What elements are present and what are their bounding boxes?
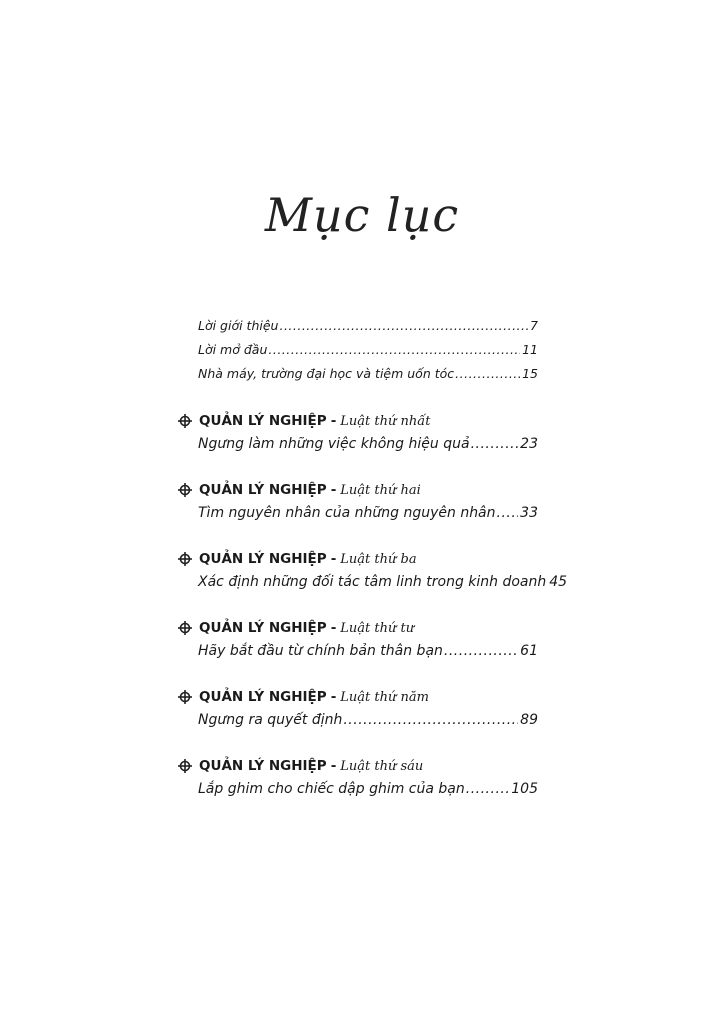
- crosshair-bullet-icon: [178, 483, 192, 497]
- section-heading: [178, 617, 414, 639]
- toc-entry-page: 33: [520, 505, 538, 521]
- toc-entry-label: Lời mở đầu: [198, 342, 268, 357]
- toc-entry[interactable]: [198, 436, 538, 458]
- toc-section: [178, 479, 538, 549]
- toc-entry-page: 105: [511, 781, 538, 797]
- separator-dash: -: [330, 413, 337, 429]
- separator-dash: -: [330, 482, 337, 498]
- section-heading-label: QUẢN LÝ NGHIỆP: [199, 620, 327, 636]
- toc-entry-label: Tìm nguyên nhân của những nguyên nhân: [198, 505, 496, 521]
- separator-dash: -: [330, 620, 337, 636]
- separator-dash: -: [330, 551, 337, 567]
- crosshair-bullet-icon: [178, 759, 192, 773]
- section-rule: Luật thứ ba: [340, 551, 417, 567]
- dot-leader: [268, 342, 520, 357]
- toc-entry-page: 45: [549, 574, 568, 590]
- section-heading-label: QUẢN LÝ NGHIỆP: [199, 482, 327, 498]
- dot-leader: [279, 318, 528, 333]
- dot-leader: [343, 712, 518, 728]
- section-rule: Luật thứ tư: [340, 620, 415, 636]
- toc-entry[interactable]: [198, 366, 538, 388]
- toc-entry[interactable]: [198, 712, 538, 734]
- section-heading-label: QUẢN LÝ NGHIỆP: [199, 551, 327, 567]
- toc-entry-label: Lời giới thiệu: [198, 318, 279, 333]
- separator-dash: -: [330, 758, 337, 774]
- section-heading-label: QUẢN LÝ NGHIỆP: [199, 758, 327, 774]
- section-heading: [178, 548, 417, 570]
- toc-entry[interactable]: [198, 505, 538, 527]
- dot-leader: [455, 366, 520, 381]
- section-rule: Luật thứ hai: [340, 482, 421, 498]
- crosshair-bullet-icon: [178, 414, 192, 428]
- toc-entry[interactable]: [198, 574, 568, 596]
- toc-entry-page: 15: [522, 366, 538, 381]
- toc-entry-page: 89: [520, 712, 538, 728]
- toc-entry-label: Xác định những đối tác tâm linh trong kinh doanh: [198, 574, 547, 590]
- toc-entry-label: Lắp ghim cho chiếc dập ghim của bạn: [198, 781, 465, 797]
- toc-entry-label: Nhà máy, trường đại học và tiệm uốn tóc: [198, 366, 455, 381]
- page-title: Mục lục: [264, 188, 460, 242]
- toc-section: [178, 686, 538, 756]
- section-heading-label: QUẢN LÝ NGHIỆP: [199, 689, 327, 705]
- toc-section: [178, 617, 538, 687]
- crosshair-bullet-icon: [178, 690, 192, 704]
- toc-entry-label: Ngưng ra quyết định: [198, 712, 343, 728]
- toc-entry[interactable]: [198, 342, 538, 364]
- toc-entry[interactable]: [198, 781, 538, 803]
- toc-section: [178, 755, 538, 825]
- toc-entry-label: Hãy bắt đầu từ chính bản thân bạn: [198, 643, 443, 659]
- separator-dash: -: [330, 689, 337, 705]
- section-heading-label: QUẢN LÝ NGHIỆP: [199, 413, 327, 429]
- section-heading: [178, 410, 430, 432]
- crosshair-bullet-icon: [178, 552, 192, 566]
- section-rule: Luật thứ năm: [340, 689, 429, 705]
- section-heading: [178, 755, 423, 777]
- toc-section: [178, 410, 538, 480]
- toc-entry-page: 61: [520, 643, 538, 659]
- toc-section: [178, 548, 568, 618]
- dot-leader: [497, 505, 519, 521]
- dot-leader: [444, 643, 518, 659]
- section-rule: Luật thứ sáu: [340, 758, 424, 774]
- toc-entry[interactable]: [198, 643, 538, 665]
- toc-entry-page: 7: [530, 318, 538, 333]
- section-rule: Luật thứ nhất: [340, 413, 431, 429]
- toc-entry[interactable]: [198, 318, 538, 340]
- toc-entry-page: 23: [520, 436, 538, 452]
- section-heading: [178, 479, 421, 501]
- toc-entry-page: 11: [522, 342, 538, 357]
- toc-entry-label: Ngưng làm những việc không hiệu quả: [198, 436, 470, 452]
- dot-leader: [471, 436, 519, 452]
- dot-leader: [466, 781, 510, 797]
- crosshair-bullet-icon: [178, 621, 192, 635]
- section-heading: [178, 686, 429, 708]
